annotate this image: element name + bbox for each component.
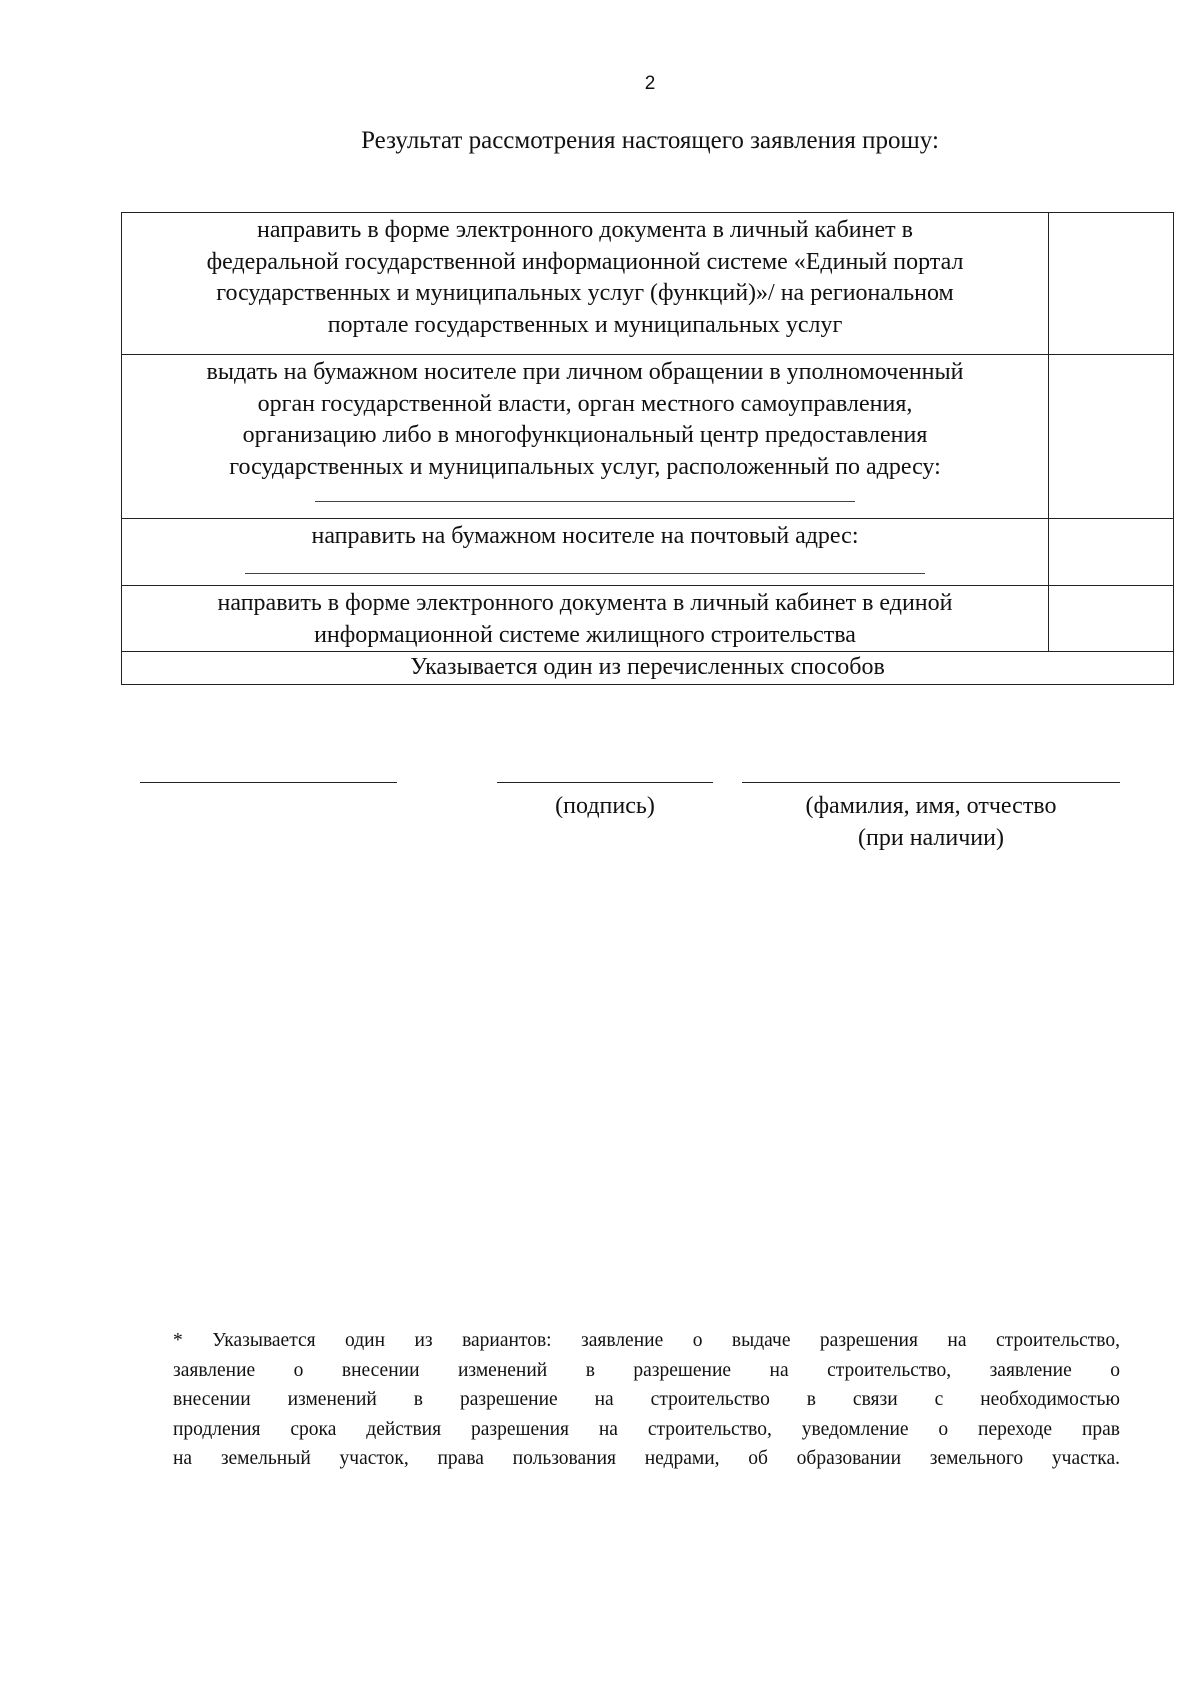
page-number: 2 — [644, 73, 656, 94]
option-text-cell — [122, 519, 1049, 586]
full-name-blank-line[interactable] — [742, 782, 1120, 783]
option-line: выдать на бумажном носителе при личном обращении в уполномоченный — [206, 359, 964, 385]
table-footer-note: Указывается один из перечисленных способов — [122, 652, 1174, 685]
full-name-caption-line: (фамилия, имя, отчество — [805, 793, 1057, 819]
option-line: направить в форме электронного документа в личный кабинет в единой — [217, 590, 953, 616]
option-line: орган государственной власти, орган местного самоуправления, — [257, 390, 913, 417]
option-row — [122, 355, 1174, 519]
footnote-line: внесении изменений в разрешение на строительство в связи с необходимостью — [173, 1389, 1120, 1410]
option-text-cell — [122, 213, 1049, 355]
option-line: информационной системе жилищного строительства — [314, 621, 856, 648]
address-blank-line[interactable] — [315, 483, 855, 502]
option-line: федеральной государственной информационной системе «Единый портал — [206, 248, 964, 275]
option-row — [122, 213, 1174, 355]
option-line: государственных и муниципальных услуг, расположенный по адресу: — [229, 453, 941, 480]
footnote — [173, 1326, 1120, 1474]
option-text-cell — [122, 586, 1049, 652]
footnote-line: * Указывается один из вариантов: заявление о выдаче разрешения на строительство, — [173, 1330, 1120, 1351]
option-line: организацию либо в многофункциональный центр предоставления — [242, 422, 928, 448]
signature-blank-line[interactable] — [497, 782, 713, 783]
signature-caption: (подпись) — [555, 793, 655, 819]
footnote-line: заявление о внесении изменений в разрешение на строительство, заявление о — [173, 1359, 1120, 1381]
option-checkbox-cell[interactable] — [1049, 355, 1174, 519]
option-checkbox-cell[interactable] — [1049, 213, 1174, 355]
full-name-caption — [742, 790, 1120, 854]
option-row — [122, 586, 1174, 652]
option-checkbox-cell[interactable] — [1049, 519, 1174, 586]
full-name-caption-line: (при наличии) — [858, 825, 1004, 851]
page-heading: Результат рассмотрения настоящего заявления прошу: — [361, 127, 939, 154]
option-line: государственных и муниципальных услуг (функций)»/ на региональном — [216, 280, 954, 306]
footnote-line: на земельный участок, права пользования недрами, об образовании земельного участка. — [173, 1448, 1120, 1469]
table-footer-row — [122, 652, 1174, 685]
option-checkbox-cell[interactable] — [1049, 586, 1174, 652]
footnote-line: продления срока действия разрешения на строительство, уведомление о переходе прав — [173, 1418, 1120, 1440]
option-text-cell — [122, 355, 1049, 519]
option-line: направить в форме электронного документа в личный кабинет в — [257, 217, 913, 243]
delivery-options-table — [121, 212, 1174, 685]
date-blank-line[interactable] — [140, 782, 397, 783]
option-row — [122, 519, 1174, 586]
option-line: направить на бумажном носителе на почтовый адрес: — [311, 523, 859, 549]
option-line: портале государственных и муниципальных услуг — [327, 311, 843, 338]
postal-address-blank-line[interactable] — [245, 555, 925, 574]
